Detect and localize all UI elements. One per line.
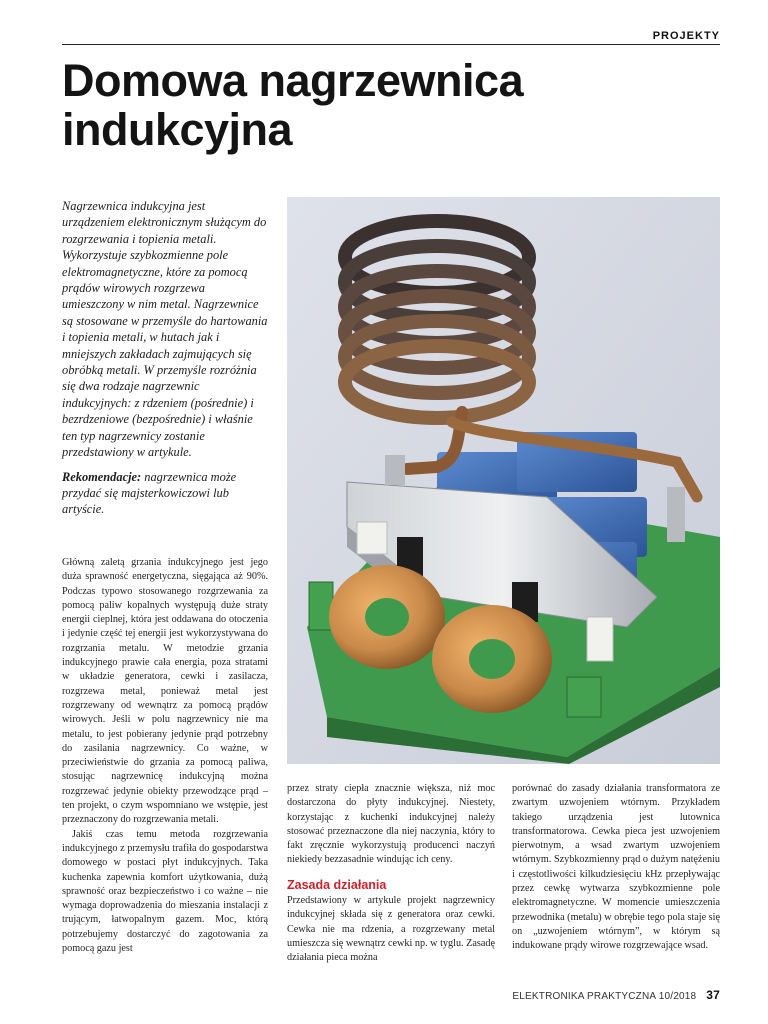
top-rule <box>62 44 720 45</box>
body-paragraph: przez straty ciepła znacznie większa, niż moc dostarczona do płyty indukcyjnej. Niestety, korzystając z kuchenki indukcyjnej należy stosować przeznaczone dla niej naczynia, który to fakt zręcznie wykorzystują producenci naczyń niekiedy bezzasadnie windując ich ceny. <box>287 783 495 866</box>
lead-paragraph <box>62 198 268 526</box>
section-heading: Zasada działania <box>287 877 387 892</box>
body-paragraph: Jakiś czas temu metoda rozgrzewania indukcyjnego z przemysłu trafiła do gospodarstwa domowego w postaci płyt indukcyjnych. Taka kuchenka zapewnia komfort użytkowania, dużą sprawność oraz bezpieczeństwo i co ważne – nie wymaga doprowadzenia do mieszania instalacji z trującym, łatwopalnym gazem. Moc, którą potrzebujemy dostarczyć do zagotowania za pomocą gazu jest <box>62 828 268 955</box>
recommendation <box>62 469 268 518</box>
body-paragraph: porównać do zasady działania transformatora ze zwartym uzwojeniem wtórnym. Przykładem takiego urządzenia jest lutownica transformatorowa. Cewka pieca jest uzwojeniem pierwotnym, a wsad zwartym uzwojeniem wtórnym. Szybkozmienny prąd o dużym natężeniu i częstotliwości kilkudziesięciu kHz przepływając przez cewkę wytwarza szybkozmienne pole elektromagnetyczne. W momencie umieszczenia przewodnika (metalu) w obrębie tego pola staje się on „uzwojeniem wtórnym”, w którym są indukowane prądy wirowe rozgrzewające wsad. <box>512 783 720 952</box>
body-paragraph: Przedstawiony w artykule projekt nagrzewnicy indukcyjnej składa się z generatora oraz cewki. Cewka nie ma rdzenia, a rozgrzewany metal umieszcza się wewnątrz cewki np. w tyglu. Zasadę działania pieca można <box>287 895 495 964</box>
magazine-name: ELEKTRONIKA PRAKTYCZNA 10/2018 <box>512 991 697 1002</box>
body-column-3 <box>512 782 720 954</box>
recommendation-text: nagrzewnica może przydać się majsterkowiczowi lub artyście. <box>62 469 237 517</box>
article-title <box>62 56 722 154</box>
title-line-1: Domowa nagrzewnica <box>62 55 524 106</box>
body-paragraph: Główną zaletą grzania indukcyjnego jest jego duża sprawność energetyczna, sięgająca aż 90%. Podczas typowo stosowanego rozgrzewania za pomocą paliw kopalnych występują duże straty energii cieplnej, która jest oddawana do otoczenia i jedynie część tej energii jest wykorzystywana do rozgrzania metalu. W metodzie grzania indukcyjnego prawie cała energia, poza stratami w układzie generatora, cewki i zasilacza, rozgrzewa metal, ponieważ metal jest rozgrzewany od wewnątrz za pomocą prądów wirowych. Jeśli w polu nagrzewnicy nie ma metalu, to jest pobierany jedynie prąd potrzebny do zasilania nagrzewnicy. Co ważne, w przeciwieństwie do grzania za pomocą paliwa, stosując nagrzewnicę indukcyjną można rozgrzewać jedynie obiekty przewodzące prąd – ten projekt, o czym wspomniano we wstępie, jest przeznaczony do rozgrzewania metali. <box>62 557 268 826</box>
induction-heater-photo <box>287 197 720 764</box>
title-line-2: indukcyjna <box>62 104 293 155</box>
lead-text: Nagrzewnica indukcyjna jest urządzeniem elektronicznym służącym do rozgrzewania i topienia metali. Wykorzystuje szybkozmienne pole elektromagnetyczne, które za pomocą prądów wirowych rozgrzewa umieszczony w nim metal. Nagrzewnice są stosowane w przemyśle do hartowania i topienia metali, w hutach jak i mniejszych zakładach zajmujących się obróbką metali. W przemyśle rozróżnia się dwa rodzaje nagrzewnic indukcyjnych: z rdzeniem (pośrednie) i bezrdzeniowe (bezpośrednie) i właśnie ten typ nagrzewnicy zostanie przedstawiony w artykule. <box>62 199 268 460</box>
body-column-1 <box>62 556 268 956</box>
recommendation-label: Rekomendacje: <box>62 469 142 484</box>
page-footer <box>512 988 720 1002</box>
body-column-2 <box>287 782 495 966</box>
page-number: 37 <box>706 988 720 1002</box>
section-tag: PROJEKTY <box>652 30 720 42</box>
